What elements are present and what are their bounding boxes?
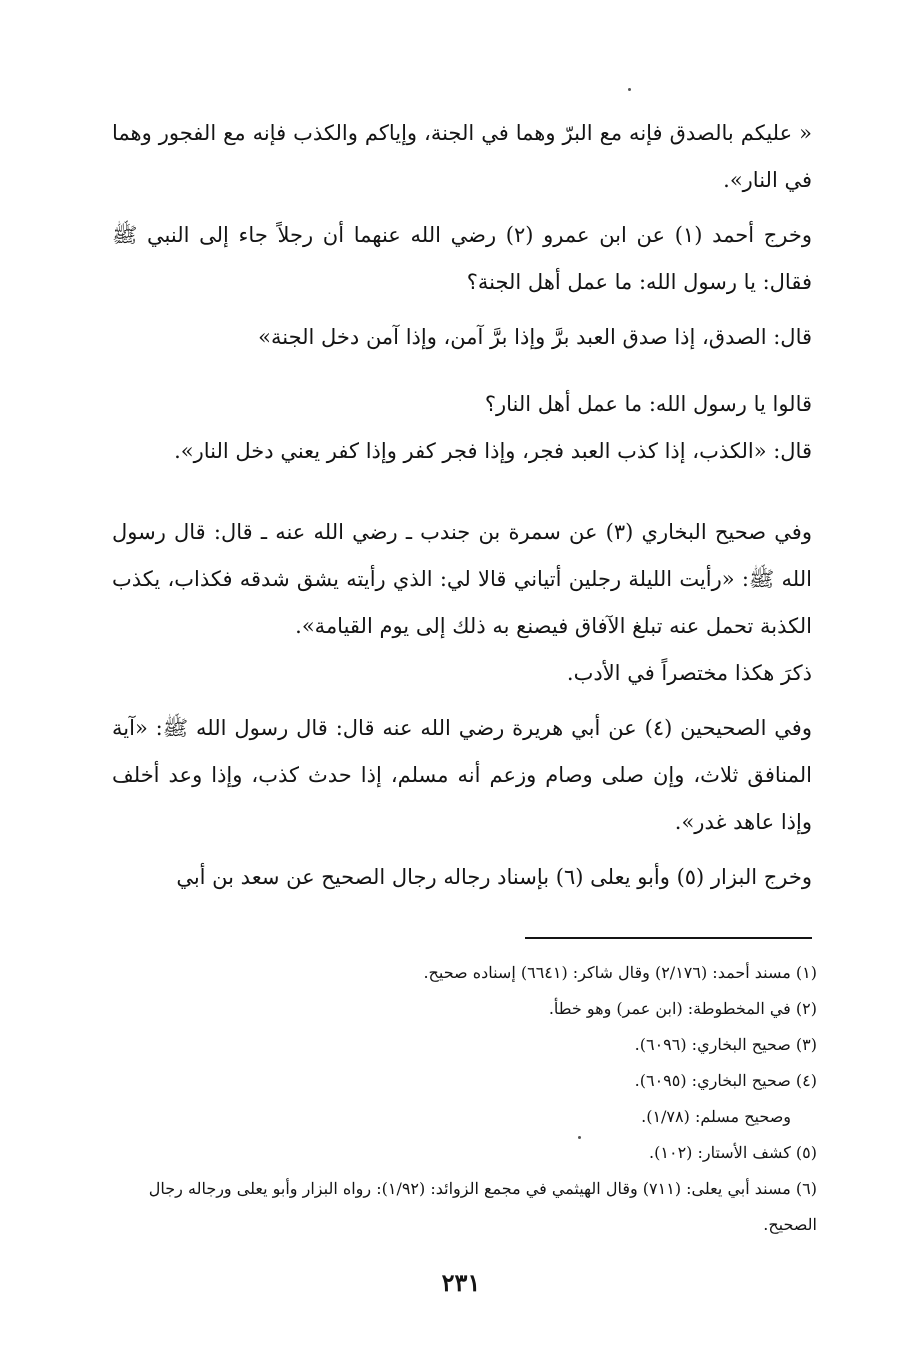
footnote-separator [525,937,812,939]
paragraph-question-fire: قالوا يا رسول الله: ما عمل أهل النار؟ [484,392,812,416]
paragraph-adab-note: ذكرَ هكذا مختصراً في الأدب. [566,661,812,685]
paragraph-answer-fire: قال: «الكذب، إذا كذب العبد فجر، وإذا فجر كفر وإذا كفر يعني دخل النار». [174,439,812,463]
footnotes [112,955,817,1243]
footnote-3: (٣) صحيح البخاري: (٦٠٩٦). [634,1035,817,1054]
footnote-5: (٥) كشف الأستار: (١٠٢). [649,1143,817,1162]
footnote-2: (٢) في المخطوطة: (ابن عمر) وهو خطأ. [548,999,817,1018]
paragraph-hadith-truthfulness: « عليكم بالصدق فإنه مع البرّ وهما في الجنة، وإياكم والكذب فإنه مع الفجور وهما في النار». [112,121,812,192]
footnote-1: (١) مسند أحمد: (٢/١٧٦) وقال شاكر: (٦٦٤١) إسناده صحيح. [423,963,817,982]
paragraph-bukhari-narration: وفي صحيح البخاري (٣) عن سمرة بن جندب ـ رضي الله عنه ـ قال: قال رسول الله ﷺ: «رأيت الليلة رجلين أتياني قالا لي: الذي رأيته يشق شدقه فكذاب، يكذب الكذبة تحمل عنه تبلغ الآفاق فيصنع به ذلك إلى يوم القيامة». [112,520,812,638]
paragraph-answer-paradise: قال: الصدق، إذا صدق العبد برَّ وإذا برَّ آمن، وإذا آمن دخل الجنة» [258,325,812,349]
ink-speck [628,88,631,91]
paragraph-bazzar-narration: وخرج البزار (٥) وأبو يعلى (٦) بإسناد رجاله رجال الصحيح عن سعد بن أبي [176,865,812,889]
footnote-4: (٤) صحيح البخاري: (٦٠٩٥). [634,1071,817,1090]
main-text [112,110,812,901]
paragraph-sahihayn-narration: وفي الصحيحين (٤) عن أبي هريرة رضي الله عنه قال: قال رسول الله ﷺ: «آية المنافق ثلاث، وإن صلى وصام وزعم أنه مسلم، إذا حدث كذب، وإذا وعد أخلف وإذا عاهد غدر». [112,716,812,834]
paragraph-ahmad-narration: وخرج أحمد (١) عن ابن عمرو (٢) رضي الله عنهما أن رجلاً جاء إلى النبي ﷺ فقال: يا رسول الله: ما عمل أهل الجنة؟ [112,223,812,294]
footnote-6: (٦) مسند أبي يعلى: (٧١١) وقال الهيثمي في مجمع الزوائد: (١/٩٢): رواه البزار وأبو يعلى ورجاله رجال الصحيح. [148,1179,817,1234]
footnote-4-continuation: وصحيح مسلم: (١/٧٨). [641,1107,791,1126]
page-number: ٢٣١ [441,1268,481,1297]
